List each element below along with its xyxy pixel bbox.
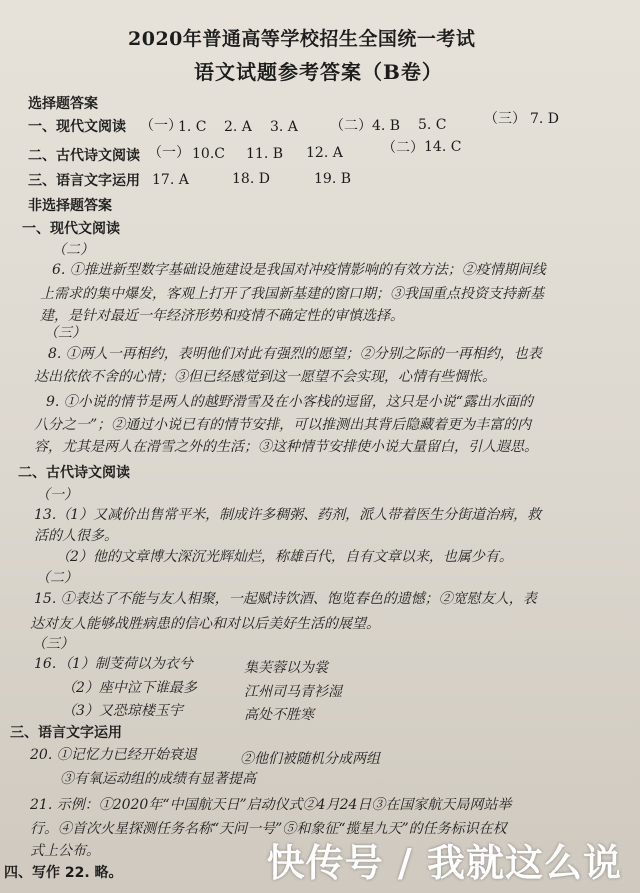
nonchoice-header: 非选择题答案 [28, 198, 112, 214]
row3-label: 三、语言文字运用 [28, 173, 140, 189]
q16-line-3b: 高处不胜寒 [244, 707, 314, 723]
q16-line-1a: （1）制芰荷以为衣兮 [58, 656, 193, 672]
exam-title: 2020年普通高等学校招生全国统一考试 [128, 28, 476, 50]
answer-2: 2. A [224, 119, 252, 135]
answer-4: 4. B [372, 118, 401, 134]
answer-5: 5. C [418, 117, 447, 133]
q16-line-1b: 集芙蓉以为裳 [244, 660, 328, 676]
row1-sub2: （二） [330, 118, 372, 134]
answer-11: 11. B [246, 146, 284, 162]
section-1-heading: 一、现代文阅读 [22, 221, 120, 237]
answer-1: 1. C [178, 119, 207, 135]
subsection-1b: （一） [36, 487, 78, 503]
answer-14: 14. C [424, 139, 462, 155]
answer-7: 7. D [530, 111, 560, 127]
row1-label: 一、现代文阅读 [28, 119, 126, 135]
q6-line-1: 6. ①推进新型数字基础设施建设是我国对冲疫情影响的有效方法；②疫情期间线 [52, 262, 546, 278]
answer-17: 17. A [152, 172, 189, 188]
q16-number: 16. [34, 656, 57, 672]
q16-line-2b: 江州司马青衫湿 [244, 684, 342, 700]
q20-line-1b: ②他们被随机分成两组 [240, 751, 380, 767]
answer-18: 18. D [232, 171, 270, 187]
answer-19: 19. B [314, 171, 352, 187]
subsection-3b: （三） [32, 636, 74, 652]
q13-line-1: 13.（1）又减价出售常平米，制成许多稠粥、药剂，派人带着医生分街道治病，救 [34, 507, 542, 523]
choice-header: 选择题答案 [28, 96, 98, 112]
row2-sub1: （一） [148, 145, 190, 161]
exam-subtitle: 语文试题参考答案（B卷） [194, 60, 443, 84]
answer-10: 10.C [192, 146, 225, 162]
answer-12: 12. A [306, 145, 343, 161]
q13-line-2: 活的人很多。 [34, 528, 118, 544]
section-4-heading: 四、写作 22. 略。 [4, 865, 123, 881]
q13-line-3: （2）他的文章博大深沉光辉灿烂，称雄百代，自有文章以来，也属少有。 [56, 549, 513, 565]
row1-sub1: （一） [140, 118, 182, 134]
q15-line-2: 达对友人能够战胜病患的信心和对以后美好生活的展望。 [30, 616, 380, 632]
q8-line-1: 8. ①两人一再相约，表明他们对此有强烈的愿望；②分别之际的一再相约，也表 [48, 346, 542, 362]
q6-line-3: 建，是针对最近一年经济形势和疫情不确定性的审慎选择。 [40, 308, 404, 324]
subsection-2b: （二） [36, 570, 78, 586]
q9-line-1: 9. ①小说的情节是两人的越野滑雪及在小客栈的逗留，这只是小说“露出水面的 [46, 394, 533, 410]
q9-line-3: 容，尤其是两人在滑雪之外的生活；③这种情节安排使小说大量留白，引人遐思。 [34, 439, 538, 455]
subsection-2: （二） [52, 242, 94, 258]
q15-line-1: 15. ①表达了不能与友人相聚，一起赋诗饮酒、饱览春色的遗憾；②宽慰友人，表 [34, 591, 537, 607]
q21-line-1: 21. 示例：①2020年“中国航天日”启动仪式②4月24日③在国家航天局网站举 [30, 797, 512, 813]
q9-line-2: 八分之一”；②通过小说已有的情节安排，可以推测出其背后隐藏着更为丰富的内 [34, 417, 532, 433]
q20-line-2: ③有氧运动组的成绩有显著提高 [60, 771, 256, 787]
q20-line-1a: 20. ①记忆力已经开始衰退 [30, 747, 197, 763]
q16-line-2a: （2）座中泣下谁最多 [62, 680, 197, 696]
section-2-heading: 二、古代诗文阅读 [18, 465, 130, 481]
subsection-3: （三） [44, 325, 86, 341]
section-3-heading: 三、语言文字运用 [10, 725, 122, 741]
q21-line-2: 行。④首次火星探测任务名称“天问一号”⑤和象征“揽星九天”的任务标识在权 [30, 821, 507, 837]
answer-3: 3. A [270, 119, 298, 135]
q21-line-3: 式上公布。 [30, 843, 100, 859]
watermark-text: 快传号 / 我就这么说 [266, 841, 622, 885]
row2-sub2: （二） [382, 140, 424, 156]
q6-line-2: 上需求的集中爆发，客观上打开了我国新基建的窗口期；③我国重点投资支持新基 [40, 286, 544, 302]
row2-label: 二、古代诗文阅读 [28, 148, 140, 164]
row1-sub3: （三） [484, 111, 526, 127]
q16-line-3a: （3）又恐琼楼玉宇 [62, 703, 183, 719]
q8-line-2: 达出依依不舍的心情；③但已经感觉到这一愿望不会实现，心情有些惆怅。 [34, 369, 496, 385]
